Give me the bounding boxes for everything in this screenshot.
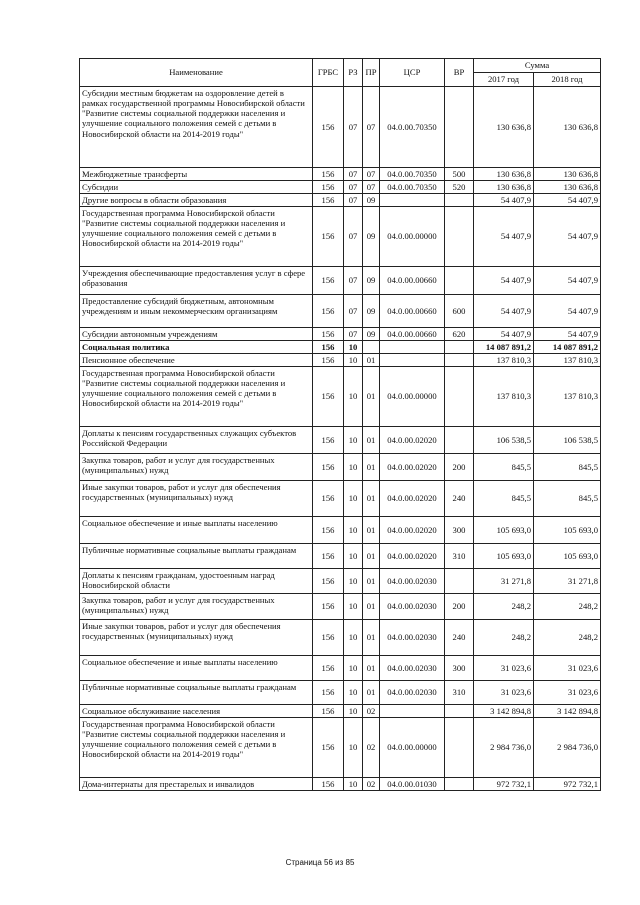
header-2017: 2017 год bbox=[474, 73, 534, 87]
cell-vr bbox=[445, 87, 474, 168]
cell-csr: 04.0.00.70350 bbox=[380, 87, 445, 168]
cell-name: Публичные нормативные социальные выплаты гражданам bbox=[80, 544, 313, 569]
table-row bbox=[80, 718, 601, 778]
cell-sum-2017: 14 087 891,2 bbox=[474, 341, 534, 354]
cell-vr bbox=[445, 207, 474, 267]
cell-sum-2017: 137 810,3 bbox=[474, 354, 534, 367]
cell-grbs: 156 bbox=[313, 295, 344, 328]
cell-rz: 10 bbox=[344, 454, 363, 481]
cell-csr: 04.0.00.02030 bbox=[380, 681, 445, 705]
cell-rz: 10 bbox=[344, 481, 363, 517]
cell-sum-2018: 248,2 bbox=[534, 620, 601, 656]
cell-rz: 10 bbox=[344, 656, 363, 681]
cell-vr: 300 bbox=[445, 656, 474, 681]
cell-grbs: 156 bbox=[313, 341, 344, 354]
cell-grbs: 156 bbox=[313, 517, 344, 544]
cell-name: Закупка товаров, работ и услуг для государственных (муниципальных) нужд bbox=[80, 454, 313, 481]
cell-name: Предоставление субсидий бюджетным, автономным учреждениям и иным некоммерческим организациям bbox=[80, 295, 313, 328]
cell-name: Государственная программа Новосибирской области "Развитие системы социальной поддержки населения и улучшение социального положения семей с детьми в Новосибирской области на 2014-2019 годы" bbox=[80, 207, 313, 267]
cell-csr: 04.0.00.00000 bbox=[380, 367, 445, 427]
cell-sum-2017: 31 023,6 bbox=[474, 681, 534, 705]
cell-rz: 07 bbox=[344, 328, 363, 341]
cell-name: Субсидии местным бюджетам на оздоровление детей в рамках государственной программы Новосибирской области "Развитие системы социальной поддержки населения и улучшение социального положения семей с детьми в Новосибирской области на 2014-2019 годы" bbox=[80, 87, 313, 168]
cell-grbs: 156 bbox=[313, 544, 344, 569]
cell-pr: 09 bbox=[363, 295, 380, 328]
cell-sum-2018: 54 407,9 bbox=[534, 207, 601, 267]
cell-grbs: 156 bbox=[313, 367, 344, 427]
table-header bbox=[80, 59, 601, 87]
cell-pr: 01 bbox=[363, 454, 380, 481]
cell-vr: 200 bbox=[445, 454, 474, 481]
cell-sum-2017: 106 538,5 bbox=[474, 427, 534, 454]
table-row bbox=[80, 569, 601, 594]
cell-pr: 09 bbox=[363, 207, 380, 267]
cell-rz: 07 bbox=[344, 207, 363, 267]
cell-pr: 01 bbox=[363, 427, 380, 454]
cell-sum-2018: 31 023,6 bbox=[534, 656, 601, 681]
cell-csr: 04.0.00.70350 bbox=[380, 181, 445, 194]
cell-vr bbox=[445, 778, 474, 791]
header-pr: ПР bbox=[363, 59, 380, 87]
cell-csr bbox=[380, 194, 445, 207]
table-row bbox=[80, 681, 601, 705]
table-row bbox=[80, 594, 601, 620]
cell-name: Другие вопросы в области образования bbox=[80, 194, 313, 207]
cell-sum-2018: 31 271,8 bbox=[534, 569, 601, 594]
cell-grbs: 156 bbox=[313, 656, 344, 681]
cell-sum-2017: 248,2 bbox=[474, 620, 534, 656]
cell-vr: 200 bbox=[445, 594, 474, 620]
cell-sum-2018: 137 810,3 bbox=[534, 367, 601, 427]
cell-sum-2017: 130 636,8 bbox=[474, 87, 534, 168]
cell-csr: 04.0.00.00660 bbox=[380, 267, 445, 295]
cell-pr: 01 bbox=[363, 681, 380, 705]
cell-pr: 02 bbox=[363, 718, 380, 778]
cell-csr: 04.0.00.01030 bbox=[380, 778, 445, 791]
cell-sum-2018: 31 023,6 bbox=[534, 681, 601, 705]
cell-sum-2017: 972 732,1 bbox=[474, 778, 534, 791]
cell-pr: 07 bbox=[363, 181, 380, 194]
table-row bbox=[80, 328, 601, 341]
page-footer: Страница 56 из 85 bbox=[285, 858, 355, 867]
cell-pr: 01 bbox=[363, 354, 380, 367]
cell-vr bbox=[445, 341, 474, 354]
table-row bbox=[80, 267, 601, 295]
cell-sum-2018: 130 636,8 bbox=[534, 87, 601, 168]
cell-csr: 04.0.00.02030 bbox=[380, 594, 445, 620]
table-row bbox=[80, 705, 601, 718]
cell-rz: 10 bbox=[344, 517, 363, 544]
cell-grbs: 156 bbox=[313, 181, 344, 194]
cell-name: Субсидии автономным учреждениям bbox=[80, 328, 313, 341]
cell-rz: 10 bbox=[344, 569, 363, 594]
cell-sum-2018: 106 538,5 bbox=[534, 427, 601, 454]
cell-rz: 07 bbox=[344, 181, 363, 194]
cell-pr: 01 bbox=[363, 620, 380, 656]
table-row bbox=[80, 87, 601, 168]
cell-grbs: 156 bbox=[313, 620, 344, 656]
cell-vr bbox=[445, 427, 474, 454]
cell-sum-2018: 105 693,0 bbox=[534, 517, 601, 544]
table-row bbox=[80, 620, 601, 656]
cell-csr: 04.0.00.00660 bbox=[380, 295, 445, 328]
cell-csr: 04.0.00.00000 bbox=[380, 718, 445, 778]
cell-sum-2017: 845,5 bbox=[474, 454, 534, 481]
table-row bbox=[80, 207, 601, 267]
cell-name: Иные закупки товаров, работ и услуг для обеспечения государственных (муниципальных) нужд bbox=[80, 620, 313, 656]
cell-grbs: 156 bbox=[313, 354, 344, 367]
cell-name: Доплаты к пенсиям государственных служащих субъектов Российской Федерации bbox=[80, 427, 313, 454]
cell-pr: 01 bbox=[363, 544, 380, 569]
cell-sum-2017: 54 407,9 bbox=[474, 328, 534, 341]
cell-rz: 10 bbox=[344, 594, 363, 620]
cell-csr: 04.0.00.02020 bbox=[380, 481, 445, 517]
cell-sum-2017: 31 271,8 bbox=[474, 569, 534, 594]
cell-grbs: 156 bbox=[313, 778, 344, 791]
header-grbs: ГРБС bbox=[313, 59, 344, 87]
cell-csr: 04.0.00.00660 bbox=[380, 328, 445, 341]
table-row bbox=[80, 656, 601, 681]
cell-rz: 10 bbox=[344, 718, 363, 778]
cell-name: Пенсионное обеспечение bbox=[80, 354, 313, 367]
cell-rz: 10 bbox=[344, 427, 363, 454]
cell-name: Социальное обеспечение и иные выплаты населению bbox=[80, 517, 313, 544]
cell-pr: 09 bbox=[363, 194, 380, 207]
cell-rz: 10 bbox=[344, 544, 363, 569]
table-row bbox=[80, 454, 601, 481]
cell-name: Доплаты к пенсиям гражданам, удостоенным наград Новосибирской области bbox=[80, 569, 313, 594]
cell-rz: 10 bbox=[344, 367, 363, 427]
cell-name: Социальная политика bbox=[80, 341, 313, 354]
cell-sum-2017: 845,5 bbox=[474, 481, 534, 517]
cell-csr: 04.0.00.02030 bbox=[380, 620, 445, 656]
cell-sum-2018: 105 693,0 bbox=[534, 544, 601, 569]
cell-csr: 04.0.00.02020 bbox=[380, 544, 445, 569]
cell-pr: 01 bbox=[363, 367, 380, 427]
header-csr: ЦСР bbox=[380, 59, 445, 87]
cell-pr: 01 bbox=[363, 481, 380, 517]
cell-vr bbox=[445, 194, 474, 207]
cell-name: Социальное обеспечение и иные выплаты населению bbox=[80, 656, 313, 681]
cell-grbs: 156 bbox=[313, 427, 344, 454]
cell-pr: 07 bbox=[363, 87, 380, 168]
cell-pr: 02 bbox=[363, 778, 380, 791]
table-body bbox=[80, 87, 601, 791]
budget-table bbox=[79, 58, 601, 791]
cell-pr: 01 bbox=[363, 569, 380, 594]
cell-sum-2018: 54 407,9 bbox=[534, 328, 601, 341]
cell-vr: 310 bbox=[445, 544, 474, 569]
budget-table-container bbox=[79, 58, 601, 791]
cell-grbs: 156 bbox=[313, 454, 344, 481]
cell-csr bbox=[380, 705, 445, 718]
cell-vr: 600 bbox=[445, 295, 474, 328]
table-row bbox=[80, 517, 601, 544]
cell-vr: 520 bbox=[445, 181, 474, 194]
cell-grbs: 156 bbox=[313, 594, 344, 620]
cell-sum-2017: 54 407,9 bbox=[474, 194, 534, 207]
cell-rz: 10 bbox=[344, 341, 363, 354]
cell-grbs: 156 bbox=[313, 194, 344, 207]
cell-rz: 07 bbox=[344, 295, 363, 328]
cell-csr: 04.0.00.00000 bbox=[380, 207, 445, 267]
header-2018: 2018 год bbox=[534, 73, 601, 87]
cell-rz: 10 bbox=[344, 681, 363, 705]
cell-vr bbox=[445, 367, 474, 427]
cell-pr: 09 bbox=[363, 328, 380, 341]
cell-sum-2018: 130 636,8 bbox=[534, 168, 601, 181]
cell-vr bbox=[445, 354, 474, 367]
cell-rz: 10 bbox=[344, 354, 363, 367]
table-row bbox=[80, 354, 601, 367]
table-row bbox=[80, 367, 601, 427]
cell-vr: 300 bbox=[445, 517, 474, 544]
cell-sum-2017: 54 407,9 bbox=[474, 295, 534, 328]
cell-rz: 10 bbox=[344, 778, 363, 791]
cell-name: Иные закупки товаров, работ и услуг для обеспечения государственных (муниципальных) нужд bbox=[80, 481, 313, 517]
cell-sum-2017: 54 407,9 bbox=[474, 267, 534, 295]
table-row bbox=[80, 341, 601, 354]
cell-sum-2018: 248,2 bbox=[534, 594, 601, 620]
cell-sum-2018: 845,5 bbox=[534, 454, 601, 481]
cell-pr: 01 bbox=[363, 594, 380, 620]
header-vr: ВР bbox=[445, 59, 474, 87]
cell-sum-2017: 105 693,0 bbox=[474, 517, 534, 544]
cell-pr: 02 bbox=[363, 705, 380, 718]
cell-csr: 04.0.00.02020 bbox=[380, 427, 445, 454]
cell-sum-2018: 972 732,1 bbox=[534, 778, 601, 791]
cell-sum-2017: 3 142 894,8 bbox=[474, 705, 534, 718]
cell-sum-2018: 130 636,8 bbox=[534, 181, 601, 194]
cell-grbs: 156 bbox=[313, 168, 344, 181]
cell-sum-2018: 54 407,9 bbox=[534, 194, 601, 207]
cell-sum-2017: 105 693,0 bbox=[474, 544, 534, 569]
table-row bbox=[80, 481, 601, 517]
cell-vr bbox=[445, 705, 474, 718]
cell-grbs: 156 bbox=[313, 207, 344, 267]
cell-name: Государственная программа Новосибирской области "Развитие системы социальной поддержки населения и улучшение социального положения семей с детьми в Новосибирской области на 2014-2019 годы" bbox=[80, 718, 313, 778]
cell-sum-2017: 31 023,6 bbox=[474, 656, 534, 681]
table-row bbox=[80, 295, 601, 328]
cell-sum-2017: 130 636,8 bbox=[474, 181, 534, 194]
cell-pr: 07 bbox=[363, 168, 380, 181]
cell-csr bbox=[380, 341, 445, 354]
cell-vr bbox=[445, 569, 474, 594]
table-row bbox=[80, 168, 601, 181]
table-row bbox=[80, 427, 601, 454]
header-sum: Сумма bbox=[474, 59, 601, 73]
cell-sum-2018: 14 087 891,2 bbox=[534, 341, 601, 354]
cell-grbs: 156 bbox=[313, 87, 344, 168]
header-name: Наименование bbox=[80, 59, 313, 87]
cell-vr: 310 bbox=[445, 681, 474, 705]
cell-name: Закупка товаров, работ и услуг для государственных (муниципальных) нужд bbox=[80, 594, 313, 620]
cell-csr bbox=[380, 354, 445, 367]
cell-grbs: 156 bbox=[313, 481, 344, 517]
cell-rz: 10 bbox=[344, 705, 363, 718]
cell-sum-2017: 130 636,8 bbox=[474, 168, 534, 181]
cell-name: Межбюджетные трансферты bbox=[80, 168, 313, 181]
cell-rz: 07 bbox=[344, 267, 363, 295]
cell-vr bbox=[445, 267, 474, 295]
cell-csr: 04.0.00.70350 bbox=[380, 168, 445, 181]
cell-name: Дома-интернаты для престарелых и инвалидов bbox=[80, 778, 313, 791]
cell-pr: 09 bbox=[363, 267, 380, 295]
cell-sum-2018: 845,5 bbox=[534, 481, 601, 517]
cell-sum-2018: 54 407,9 bbox=[534, 267, 601, 295]
cell-vr: 500 bbox=[445, 168, 474, 181]
cell-rz: 07 bbox=[344, 168, 363, 181]
cell-pr: 01 bbox=[363, 517, 380, 544]
cell-name: Учреждения обеспечивающие предоставления услуг в сфере образования bbox=[80, 267, 313, 295]
cell-vr: 240 bbox=[445, 620, 474, 656]
cell-sum-2018: 3 142 894,8 bbox=[534, 705, 601, 718]
table-row bbox=[80, 181, 601, 194]
cell-grbs: 156 bbox=[313, 267, 344, 295]
cell-pr: 01 bbox=[363, 656, 380, 681]
cell-sum-2017: 54 407,9 bbox=[474, 207, 534, 267]
cell-pr bbox=[363, 341, 380, 354]
table-row bbox=[80, 778, 601, 791]
cell-rz: 10 bbox=[344, 620, 363, 656]
cell-name: Социальное обслуживание населения bbox=[80, 705, 313, 718]
cell-csr: 04.0.00.02030 bbox=[380, 656, 445, 681]
cell-sum-2018: 54 407,9 bbox=[534, 295, 601, 328]
cell-name: Субсидии bbox=[80, 181, 313, 194]
cell-vr bbox=[445, 718, 474, 778]
table-row bbox=[80, 194, 601, 207]
cell-vr: 240 bbox=[445, 481, 474, 517]
cell-sum-2017: 137 810,3 bbox=[474, 367, 534, 427]
cell-grbs: 156 bbox=[313, 705, 344, 718]
cell-csr: 04.0.00.02030 bbox=[380, 569, 445, 594]
cell-vr: 620 bbox=[445, 328, 474, 341]
cell-sum-2018: 2 984 736,0 bbox=[534, 718, 601, 778]
cell-sum-2018: 137 810,3 bbox=[534, 354, 601, 367]
cell-grbs: 156 bbox=[313, 681, 344, 705]
cell-sum-2017: 2 984 736,0 bbox=[474, 718, 534, 778]
cell-grbs: 156 bbox=[313, 718, 344, 778]
cell-grbs: 156 bbox=[313, 569, 344, 594]
cell-rz: 07 bbox=[344, 194, 363, 207]
cell-rz: 07 bbox=[344, 87, 363, 168]
cell-grbs: 156 bbox=[313, 328, 344, 341]
cell-sum-2017: 248,2 bbox=[474, 594, 534, 620]
cell-name: Публичные нормативные социальные выплаты гражданам bbox=[80, 681, 313, 705]
cell-name: Государственная программа Новосибирской области "Развитие системы социальной поддержки населения и улучшение социального положения семей с детьми в Новосибирской области на 2014-2019 годы" bbox=[80, 367, 313, 427]
cell-csr: 04.0.00.02020 bbox=[380, 517, 445, 544]
cell-csr: 04.0.00.02020 bbox=[380, 454, 445, 481]
header-rz: РЗ bbox=[344, 59, 363, 87]
table-row bbox=[80, 544, 601, 569]
